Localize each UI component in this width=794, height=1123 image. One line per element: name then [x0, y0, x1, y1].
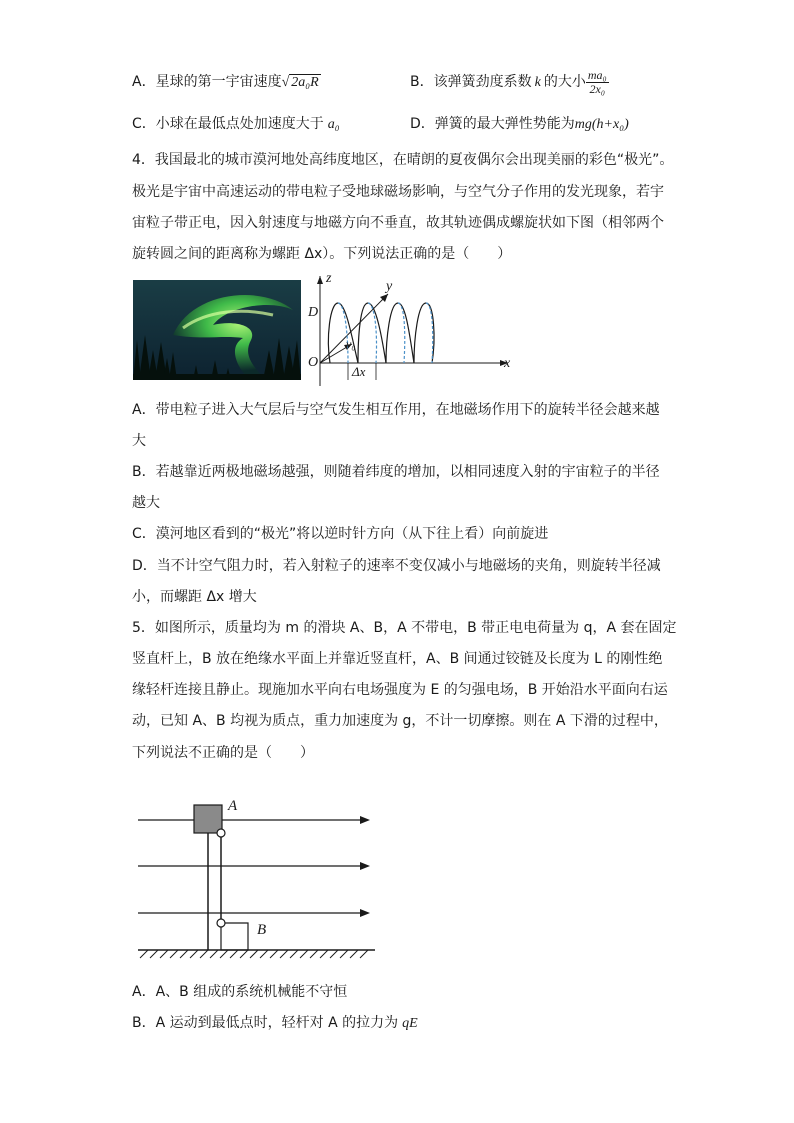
rod-block-svg — [130, 778, 390, 968]
block-A — [194, 805, 222, 833]
label-A: A — [228, 798, 238, 814]
q3-option-c-text: C．小球在最低点处加速度大于 — [132, 116, 324, 132]
q3-option-b — [410, 66, 609, 99]
ground-hatch — [140, 950, 368, 958]
q4-option-d-line-2: 小，而螺距 Δx 增大 — [132, 589, 257, 605]
hinge-B — [217, 919, 225, 927]
q5-option-b-math: qE — [402, 1016, 418, 1031]
q3-option-d-math: mg(h+x₀) — [574, 117, 629, 132]
q3-option-a-text: A．星球的第一宇宙速度 — [132, 74, 282, 90]
q3-option-a-math: √ 2a₀R — [281, 75, 319, 90]
q4-stem-line-1: 4．我国最北的城市漠河地处高纬度地区，在晴朗的夏夜偶尔会出现美丽的彩色“极光”。 — [132, 152, 674, 168]
q4-option-b-line-2: 越大 — [132, 495, 160, 511]
label-y: y — [386, 279, 393, 294]
label-B: B — [257, 922, 267, 938]
q4-option-c: C．漠河地区看到的“极光”将以逆时针方向（从下往上看）向前旋进 — [132, 526, 549, 542]
label-z: z — [326, 271, 332, 286]
aurora-photo — [133, 280, 301, 380]
q4-option-a-line-1: A．带电粒子进入大气层后与空气发生相互作用，在地磁场作用下的旋转半径会越来越 — [132, 402, 660, 418]
helix-diagram — [300, 268, 520, 388]
q5-option-b-text: B．A 运动到最低点时，轻杆对 A 的拉力为 — [132, 1015, 399, 1031]
q4-stem-line-4: 旋转圆之间的距离称为螺距 Δx）。下列说法正确的是（ ） — [132, 246, 512, 262]
q5-stem-line-3: 缘轻杆连接且静止。现施加水平向右电场强度为 E 的匀强电场，B 开始沿水平面向右运 — [132, 682, 668, 698]
q5-stem-line-2: 竖直杆上，B 放在绝缘水平面上并靠近竖直杆，A、B 间通过铰链及长度为 L 的刚性绝 — [132, 651, 663, 667]
label-x: x — [504, 356, 511, 371]
q3-option-a — [132, 72, 321, 93]
helix-svg — [300, 268, 520, 388]
label-dx: Δx — [352, 364, 366, 379]
q5-stem-line-4: 动，已知 A、B 均视为质点，重力加速度为 g，不计一切摩擦。则在 A 下滑的过程中， — [132, 713, 668, 729]
rod-block-diagram — [130, 778, 390, 968]
q5-option-b — [132, 1013, 418, 1034]
block-B — [221, 923, 248, 950]
helix-back — [338, 303, 433, 363]
q5-stem-line-1: 5．如图所示，质量均为 m 的滑块 A、B，A 不带电，B 带正电电荷量为 q，A 套在固定 — [132, 620, 677, 636]
q3-option-b-fraction: $\frac{\text{ma₀}}{\text{2x₀}}$ — [587, 67, 607, 96]
q4-option-d-line-1: D．当不计空气阻力时，若入射粒子的速率不变仅减小与地磁场的夹角，则旋转半径减 — [132, 558, 661, 574]
field-lines — [138, 820, 366, 913]
q5-stem-line-5: 下列说法不正确的是（ ） — [132, 745, 314, 761]
q5-option-a: A．A、B 组成的系统机械能不守恒 — [132, 984, 348, 1000]
q4-stem-line-2: 极光是宇宙中高速运动的带电粒子受地球磁场影响，与空气分子作用的发光现象，若宇 — [132, 184, 664, 200]
q4-option-a-line-2: 大 — [132, 433, 146, 449]
label-O: O — [308, 355, 319, 370]
y-axis — [320, 294, 388, 363]
q3-option-d — [410, 114, 629, 135]
helix-front — [328, 303, 434, 363]
q4-option-b-line-1: B．若越靠近两极地磁场越强，则随着纬度的增加，以相同速度入射的宇宙粒子的半径 — [132, 464, 660, 480]
hinge-A — [217, 829, 225, 837]
label-D: D — [308, 305, 319, 320]
q3-option-b-k: k — [534, 75, 541, 90]
q3-option-c-math: a₀ — [327, 117, 340, 132]
q3-option-b-text2: 的大小 — [543, 74, 586, 90]
q3-option-d-text: D．弹簧的最大弹性势能为 — [410, 116, 575, 132]
aurora-image — [133, 280, 301, 380]
q3-option-b-text: B．该弹簧劲度系数 — [410, 74, 532, 90]
q3-option-c — [132, 114, 340, 135]
q4-stem-line-3: 宙粒子带正电，因入射速度与地磁方向不垂直，故其轨迹偶成螺旋状如下图（相邻两个 — [132, 215, 664, 231]
label-v0: v₀ — [346, 337, 356, 351]
